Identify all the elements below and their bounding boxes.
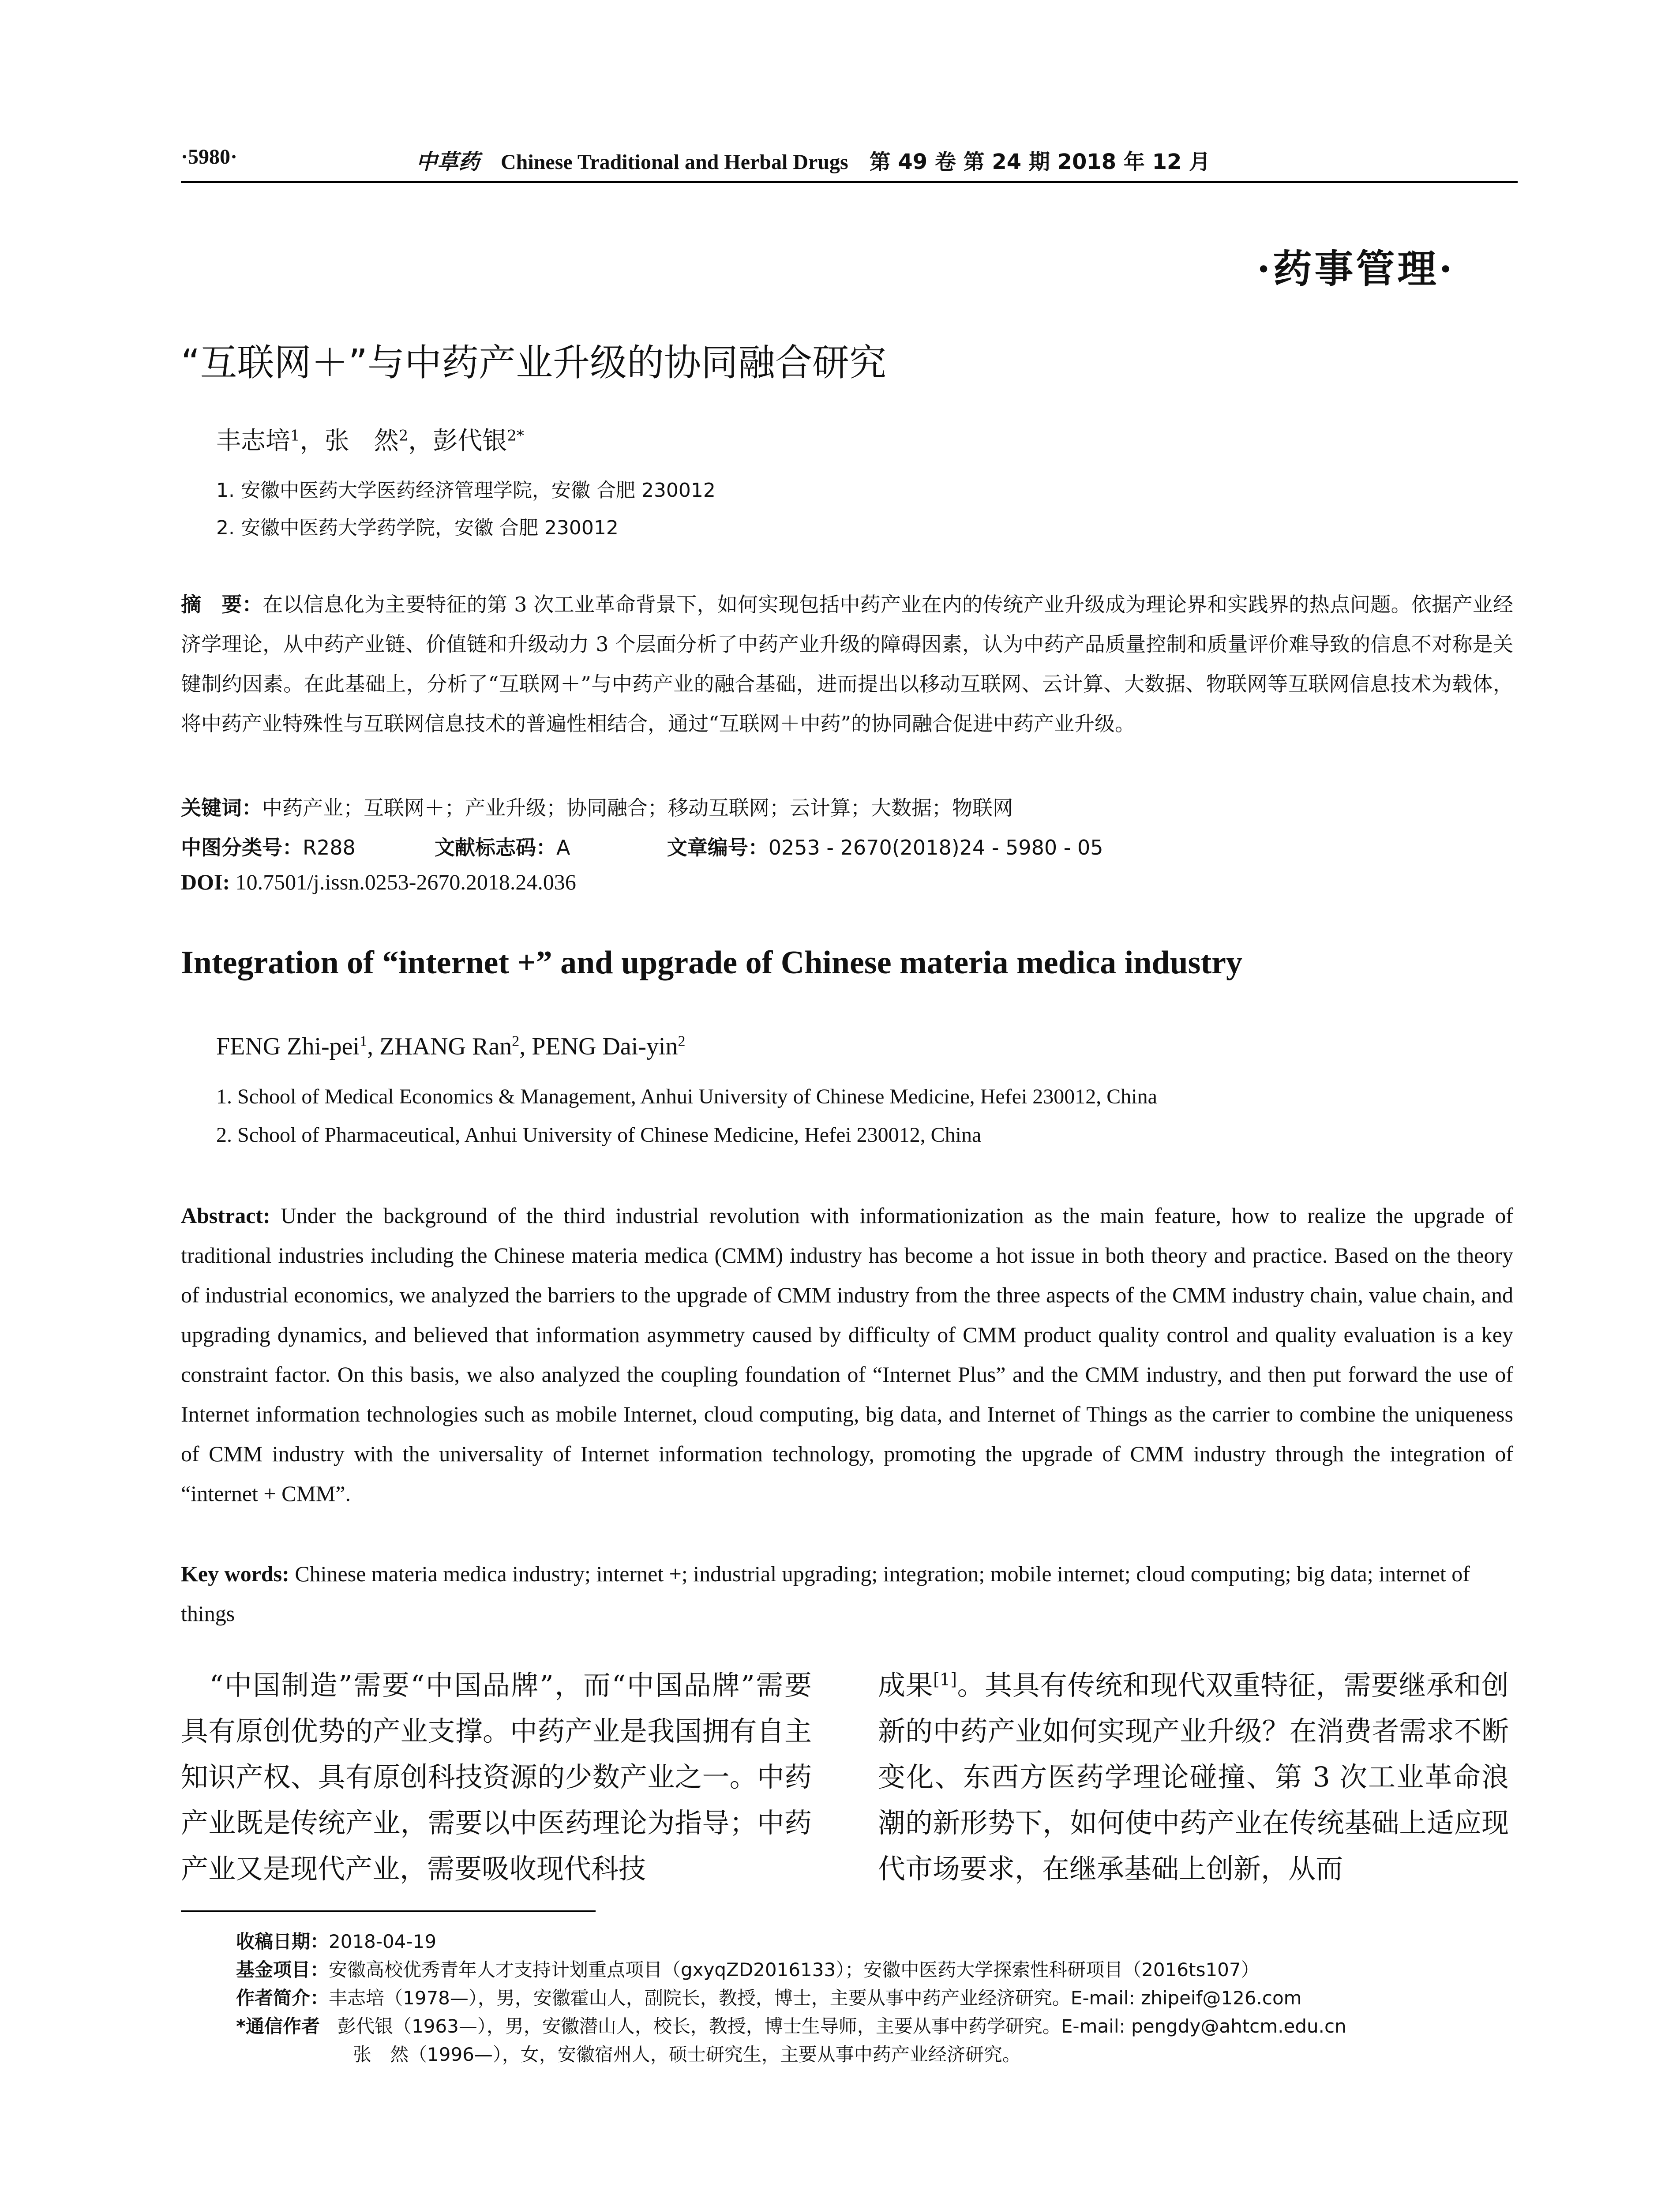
footnote-author	[236, 1984, 1302, 2010]
journal-name-cn: 中草药	[416, 150, 480, 174]
corresponding-1: 彭代银（1963—），男，安徽潜山人，校长，教授，博士生导师，主要从事中药学研究。E-mail: pengdy@ahtcm.edu.cn	[337, 2015, 1346, 2037]
authors-en	[216, 1032, 686, 1061]
doi-label: DOI:	[181, 870, 230, 894]
clc-label: 中图分类号：	[181, 836, 303, 859]
fund-label: 基金项目：	[236, 1959, 329, 1981]
corresponding-label: *通信作者	[236, 2015, 320, 2037]
author-2-sup: 2	[398, 427, 409, 445]
abstract-cn	[181, 585, 1513, 743]
section-heading: ·药事管理·	[1256, 246, 1455, 292]
body-left-column: “中国制造”需要“中国品牌”，而“中国品牌”需要具有原创优势的产业支撑。中药产业是我国拥有自主知识产权、具有原创科技资源的少数产业之一。中药产业既是传统产业，需要以中医药理论为指导；中药产业又是现代产业，需要吸收现代科技	[181, 1669, 812, 1885]
journal-name-en: Chinese Traditional and Herbal Drugs	[501, 150, 848, 174]
doc-code-value: A	[556, 836, 570, 859]
author-en-3-sup: 2	[678, 1033, 686, 1050]
author-3-sup: 2*	[507, 427, 524, 445]
author-2: ，张 然	[300, 427, 399, 455]
footnote-received	[236, 1927, 436, 1954]
footnote-corresponding	[236, 2012, 1346, 2038]
fund-value: 安徽高校优秀青年人才支持计划重点项目（gxyqZD2016133）；安徽中医药大学探索性科研项目（2016ts107）	[329, 1959, 1260, 1981]
body-right-text-a: 成果	[878, 1669, 934, 1701]
author-1-sup: 1	[290, 427, 300, 445]
abstract-en-text: Under the background of the third industrial revolution with informationization as the main feature, how to realize the upgrade of traditional industries including the Chinese materia medica (CMM) industry has become a hot issue in both theory and practice. Based on the theory of industrial economics, we analyzed the barriers to the upgrade of CMM industry from the three aspects of the CMM industry chain, value chain, and upgrading dynamics, and believed that information asymmetry caused by difficulty of CMM product quality control and quality evaluation is a key constraint factor. On this basis, we also analyzed the coupling foundation of “Internet Plus” and the CMM industry, and then put forward the use of Internet information technologies such as mobile Internet, cloud computing, big data, and Internet of Things as the carrier to combine the uniqueness of CMM industry with the universality of Internet information technology, promoting the upgrade of CMM industry through the integration of “internet + CMM”.	[181, 1203, 1513, 1506]
journal-info	[416, 145, 1210, 175]
affiliation-cn-2: 2. 安徽中医药大学药学院，安徽 合肥 230012	[216, 517, 619, 539]
doi-value: 10.7501/j.issn.0253-2670.2018.24.036	[235, 870, 576, 894]
affiliation-cn-1: 1. 安徽中医药大学医药经济管理学院，安徽 合肥 230012	[216, 479, 716, 502]
citation-ref: [1]	[933, 1670, 957, 1689]
keywords-cn-label: 关键词：	[181, 796, 262, 820]
author-bio-label: 作者简介：	[236, 1987, 329, 2009]
author-en-1: FENG Zhi-pei	[216, 1033, 360, 1060]
affiliation-en-1: 1. School of Medical Economics & Management, Anhui University of Chinese Medicine, Hefei 230012, China	[216, 1085, 1157, 1108]
body-right-column	[878, 1662, 1509, 1892]
keywords-cn	[181, 792, 1013, 821]
footnote-corresponding-2: 张 然（1996—），女，安徽宿州人，硕士研究生，主要从事中药产业经济研究。	[353, 2044, 1021, 2065]
abstract-cn-label: 摘 要：	[181, 593, 263, 616]
keywords-en-label: Key words:	[181, 1561, 289, 1586]
author-1: 丰志培	[216, 427, 290, 455]
title-cn: “互联网＋”与中药产业升级的协同融合研究	[181, 341, 887, 384]
received-value: 2018-04-19	[329, 1931, 437, 1952]
classification-row	[181, 832, 1103, 861]
title-en: Integration of “internet +” and upgrade of Chinese materia medica industry	[181, 945, 1242, 981]
abstract-en	[181, 1196, 1513, 1513]
abstract-en-label: Abstract:	[181, 1203, 270, 1228]
doi	[181, 869, 576, 895]
keywords-en-text: Chinese materia medica industry; internet +; industrial upgrading; integration; mobile internet; cloud computing; big data; internet of things	[181, 1561, 1470, 1626]
body-right-text-b: 。其具有传统和现代双重特征，需要继承和创新的中药产业如何实现产业升级？在消费者需求不断变化、东西方医药学理论碰撞、第 3 次工业革命浪潮的新形势下，如何使中药产业在传统基础上适应现代市场要求，在继承基础上创新，从而	[878, 1669, 1509, 1885]
article-no-value: 0253 - 2670(2018)24 - 5980 - 05	[768, 836, 1103, 859]
affiliation-en-2: 2. School of Pharmaceutical, Anhui University of Chinese Medicine, Hefei 230012, China	[216, 1123, 982, 1147]
running-header	[181, 140, 1518, 183]
author-bio-value: 丰志培（1978—），男，安徽霍山人，副院长，教授，博士，主要从事中药产业经济研究。E-mail: zhipeif@126.com	[329, 1987, 1302, 2009]
footnote-divider	[181, 1910, 596, 1912]
author-en-3: , PENG Dai-yin	[519, 1033, 678, 1060]
footnote-fund	[236, 1955, 1260, 1982]
keywords-en	[181, 1554, 1513, 1633]
authors-cn	[216, 421, 524, 457]
author-en-2-sup: 2	[512, 1033, 520, 1050]
keywords-cn-text: 中药产业；互联网＋；产业升级；协同融合；移动互联网；云计算；大数据；物联网	[262, 796, 1013, 820]
page-number: ·5980·	[181, 145, 238, 169]
clc-value: R288	[303, 836, 356, 859]
journal-issue: 第 49 卷 第 24 期 2018 年 12 月	[869, 150, 1211, 174]
author-en-2: , ZHANG Ran	[367, 1033, 512, 1060]
article-no-label: 文章编号：	[667, 836, 769, 859]
author-3: ，彭代银	[408, 427, 507, 455]
abstract-cn-text: 在以信息化为主要特征的第 3 次工业革命背景下，如何实现包括中药产业在内的传统产业升级成为理论界和实践界的热点问题。依据产业经济学理论，从中药产业链、价值链和升级动力 3 个层面分析了中药产业升级的障碍因素，认为中药产品质量控制和质量评价难导致的信息不对称是关键制约因素。在此基础上，分析了“互联网＋”与中药产业的融合基础，进而提出以移动互联网、云计算、大数据、物联网等互联网信息技术为载体，将中药产业特殊性与互联网信息技术的普遍性相结合，通过“互联网＋中药”的协同融合促进中药产业升级。	[181, 593, 1513, 735]
received-label: 收稿日期：	[236, 1931, 329, 1952]
author-en-1-sup: 1	[360, 1033, 368, 1050]
doc-code-label: 文献标志码：	[435, 836, 557, 859]
